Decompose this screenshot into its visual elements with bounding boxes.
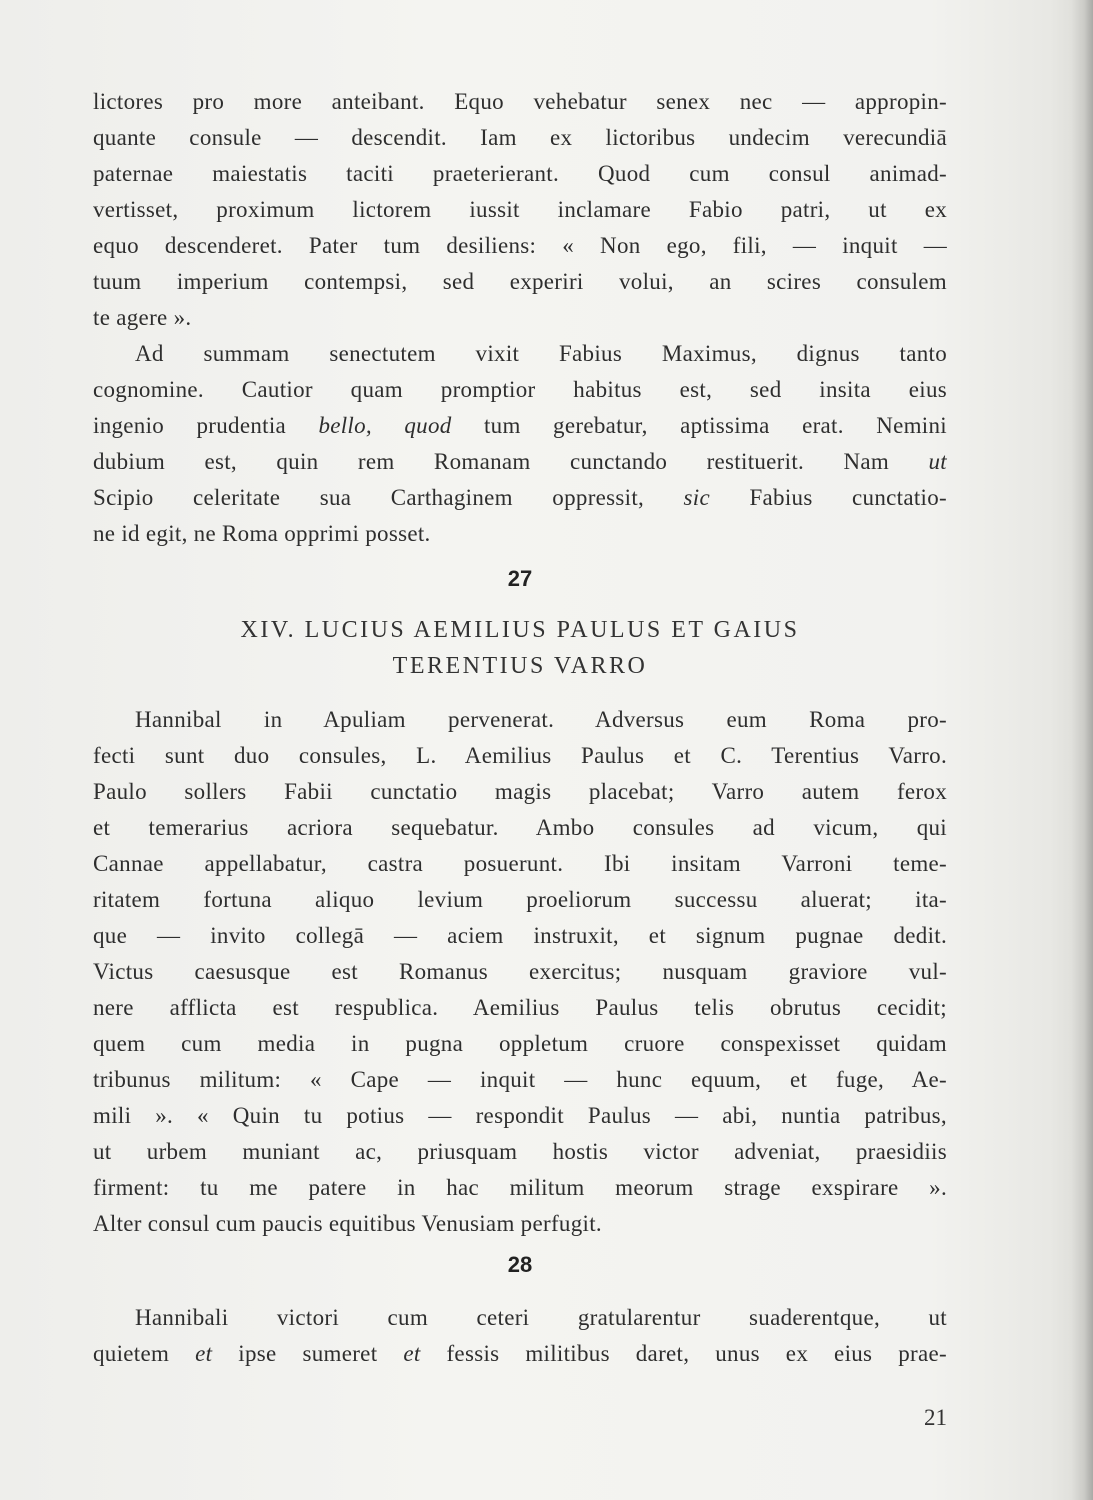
text-segment: Fabius cunctatio- [710, 485, 947, 510]
text-line: vertisset, proximum lictorem iussit inclamare Fabio patri, ut ex [93, 197, 947, 222]
italic-text: et [195, 1341, 213, 1366]
text-line: quem cum media in pugna oppletum cruore conspexisset quidam [93, 1031, 947, 1056]
text-line: Cannae appellabatur, castra posuerunt. Ibi insitam Varroni teme- [93, 851, 947, 876]
text-line: te agere ». [93, 305, 192, 330]
spine-shadow [1071, 0, 1093, 1500]
text-line: firment: tu me patere in hac militum meorum strage exspirare ». [93, 1175, 947, 1200]
chapter-heading: TERENTIUS VARRO [392, 653, 648, 679]
text-line: Ad summam senectutem vixit Fabius Maximus, dignus tanto [135, 341, 947, 366]
italic-text: et [403, 1341, 421, 1366]
text-line [93, 444, 947, 480]
text-line: cognomine. Cautior quam promptior habitus est, sed insita eius [93, 377, 947, 402]
text-line: nere afflicta est respublica. Aemilius Paulus telis obrutus cecidit; [93, 995, 947, 1020]
text-line: equo descenderet. Pater tum desiliens: « Non ego, fili, — inquit — [93, 233, 947, 258]
text-segment: dubium est, quin rem Romanam cunctando restituerit. Nam [93, 449, 929, 474]
text-line: fecti sunt duo consules, L. Aemilius Paulus et C. Terentius Varro. [93, 743, 947, 768]
text-line: tuum imperium contempsi, sed experiri volui, an scires consulem [93, 269, 947, 294]
text-segment: ipse sumeret [212, 1341, 404, 1366]
italic-text: bello, quod [318, 413, 452, 438]
text-line: ut urbem muniant ac, priusquam hostis victor adveniat, praesidiis [93, 1139, 947, 1164]
italic-text: sic [683, 485, 710, 510]
text-line: que — invito collegā — aciem instruxit, et signum pugnae dedit. [93, 923, 947, 948]
text-line: ritatem fortuna aliquo levium proeliorum successu aluerat; ita- [93, 887, 947, 912]
text-line: ne id egit, ne Roma opprimi posset. [93, 521, 431, 546]
italic-text: ut [928, 449, 947, 474]
text-line: quante consule — descendit. Iam ex lictoribus undecim verecundiā [93, 125, 947, 150]
text-line: lictores pro more anteibant. Equo vehebatur senex nec — appropin- [93, 89, 947, 114]
text-segment: tum gerebatur, aptissima erat. Nemini [451, 413, 947, 438]
text-line: mili ». « Quin tu potius — respondit Paulus — abi, nuntia patribus, [93, 1103, 947, 1128]
text-line: tribunus militum: « Cape — inquit — hunc equum, et fuge, Ae- [93, 1067, 947, 1092]
text-line: paternae maiestatis taciti praeterierant. Quod cum consul animad- [93, 161, 947, 186]
text-segment: ingenio prudentia [93, 413, 319, 438]
text-line [93, 480, 947, 516]
page-number: 21 [924, 1405, 947, 1430]
text-segment: Scipio celeritate sua Carthaginem oppressit, [93, 485, 684, 510]
section-number: 27 [507, 566, 533, 591]
text-segment: quietem [93, 1341, 196, 1366]
text-segment: fessis militibus daret, unus ex eius prae- [420, 1341, 947, 1366]
text-line: et temerarius acriora sequebatur. Ambo consules ad vicum, qui [93, 815, 947, 840]
text-line: Alter consul cum paucis equitibus Venusiam perfugit. [93, 1211, 602, 1236]
text-line: Victus caesusque est Romanus exercitus; nusquam graviore vul- [93, 959, 947, 984]
text-line: Paulo sollers Fabii cunctatio magis placebat; Varro autem ferox [93, 779, 947, 804]
text-line [93, 408, 947, 444]
section-number: 28 [507, 1252, 533, 1277]
text-line: Hannibali victori cum ceteri gratularentur suaderentque, ut [135, 1305, 947, 1330]
text-line: Hannibal in Apuliam pervenerat. Adversus eum Roma pro- [135, 707, 947, 732]
text-line [93, 1336, 947, 1372]
chapter-heading: XIV. LUCIUS AEMILIUS PAULUS ET GAIUS [240, 617, 800, 643]
